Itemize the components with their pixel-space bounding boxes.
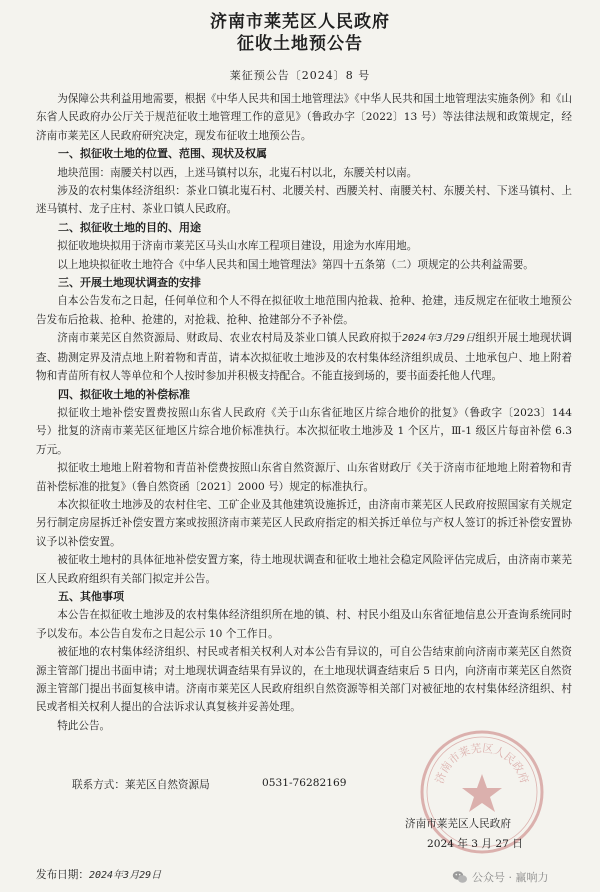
contact-label: 联系方式：莱芜区自然资源局	[72, 779, 210, 791]
section-5-paragraph-3: 特此公告。	[57, 719, 111, 732]
section-4-paragraph-2: 拟征收土地地上附着物和青苗补偿费按照山东省自然资源厅、山东省财政厅《关于济南市征地地上附着物和青苗补偿标准的批复》（鲁自然资函〔2021〕2000 号）规定的标准执行。	[36, 462, 572, 493]
survey-text-before: 济南市莱芜区自然资源局、财政局、农业农村局及茶业口镇人民政府拟于	[57, 332, 402, 345]
section-4-paragraph-3: 本次拟征收土地涉及的农村住宅、工矿企业及其他建筑设施拆迁，由济南市莱芜区人民政府按照国家有关规定另行制定房屋拆迁补偿安置方案或按照济南市莱芜区人民政府指定的相关拆迁单位与产权人签订的拆迁补偿安置协议予以补偿安置。	[36, 498, 572, 548]
handwritten-survey-date: 2024年3月29日	[401, 333, 476, 345]
document-body	[36, 90, 572, 735]
survey-text-after: 组织开展土地现状调查、勘测定界及清点地上附着物和青苗，请本次拟征收土地涉及的农村集体经济组织成员、土地承包户、地上附着物和青苗所有权人等单位和个人按时参加并积极支持配合。不能直接到场的，要书面委托他人代理。	[36, 332, 572, 383]
watermark-text: 公众号 · 赢响力	[472, 871, 549, 884]
section-1-paragraph-2: 涉及的农村集体经济组织：茶业口镇北嵬石村、北腰关村、西腰关村、南腰关村、东腰关村、下迷马镇村、上迷马镇村、龙子庄村、茶业口镇人民政府。	[36, 185, 572, 216]
document-title-line2: 征收土地预公告	[237, 34, 363, 54]
section-3-paragraph-2	[36, 329, 572, 385]
section-3-paragraph-1: 自本公告发布之日起，任何单位和个人不得在拟征收土地范围内抢栽、抢种、抢建，违反规定在征收土地预公告发布后抢栽、抢种、抢建的，对抢栽、抢种、抢建部分不予补偿。	[36, 295, 572, 326]
section-4-paragraph-4: 被征收土地村的具体征地补偿安置方案，待土地现状调查和征收土地社会稳定风险评估完成后，由济南市莱芜区人民政府组织有关部门拟定并公告。	[36, 554, 572, 585]
wechat-watermark	[452, 866, 592, 888]
publish-date-label: 发布日期：	[36, 869, 89, 881]
section-2-paragraph-1: 拟征收地块拟用于济南市莱芜区马头山水库工程项目建设，用途为水库用地。	[57, 240, 418, 253]
section-3-heading: 三、开展土地现状调查的安排	[58, 276, 201, 290]
section-4-heading: 四、拟征收土地的补偿标准	[58, 387, 190, 401]
wechat-icon	[452, 869, 468, 885]
document-number: 莱征预公告〔2024〕8 号	[229, 69, 371, 82]
section-5-paragraph-1: 本公告在拟征收土地涉及的农村集体经济组织所在地的镇、村、村民小组及山东省征地信息公开查询系统同时予以发布。本公告自发布之日起公示 10 个工作日。	[36, 609, 572, 640]
signing-organization: 济南市莱芜区人民政府	[405, 818, 511, 830]
section-1-heading: 一、拟征收土地的位置、范围、现状及权属	[58, 147, 267, 161]
seal-text: 济南市莱芜区人民政府	[432, 741, 532, 786]
section-5-paragraph-2: 被征地的农村集体经济组织、村民或者相关权利人对本公告有异议的，可自公告结束前向济南市莱芜区自然资源主管部门提出书面申请；对土地现状调查结果有异议的，在土地现状调查结束后 5 日内，向济南市莱芜区自然资源主管部门提出书面复核申请。济南市莱芜区人民政府组织自然资源等相关部门对被征地的农村集体经济组织、村民或者相关权利人提出的合法诉求认真复核并妥善处理。	[36, 646, 572, 714]
section-5-heading: 五、其他事项	[58, 589, 124, 603]
document-title-line1: 济南市莱芜区人民政府	[210, 12, 390, 32]
contact-info	[72, 777, 372, 792]
section-2-heading: 二、拟征收土地的目的、用途	[58, 220, 201, 234]
section-4-paragraph-1: 拟征收土地补偿安置费按照山东省人民政府《关于山东省征地区片综合地价的批复》（鲁政字〔2023〕144 号）批复的济南市莱芜区征地区片综合地价标准执行。本次拟征收土地涉及 1 个区片，Ⅲ-1 级区片每亩补偿 6.3 万元。	[36, 406, 572, 456]
section-1-paragraph-1: 地块范围：南腰关村以西，上迷马镇村以东，北嵬石村以北，东腰关村以南。	[57, 166, 418, 179]
handwritten-publish-date: 2024年3月29日	[88, 870, 162, 881]
intro-paragraph: 为保障公共利益用地需要，根据《中华人民共和国土地管理法》《中华人民共和国土地管理法实施条例》和《山东省人民政府办公厅关于规范征收土地管理工作的意见》（鲁政办字〔2022〕13 号）等法律法规和政策规定，经济南市莱芜区人民政府研究决定，现发布征收土地预公告。	[36, 93, 572, 142]
contact-phone: 0531-76282169	[262, 777, 347, 789]
section-2-paragraph-2: 以上地块拟征收土地符合《中华人民共和国土地管理法》第四十五条第（二）项规定的公共利益需要。	[57, 258, 534, 271]
signing-date: 2024 年 3 月 27 日	[427, 838, 523, 850]
publish-date	[36, 866, 161, 882]
